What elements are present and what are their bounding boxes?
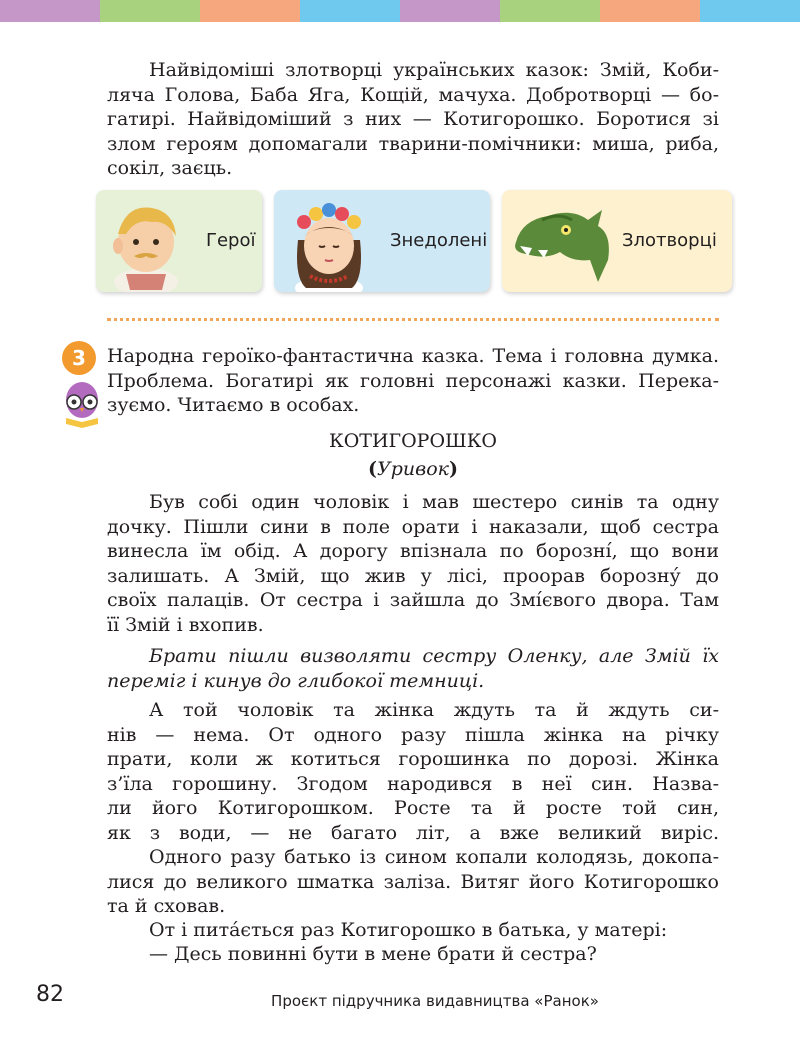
stripe-segment <box>200 0 300 22</box>
task-number-badge: 3 <box>62 341 96 375</box>
text-line: з’їла горошину. Згодом народився в неї син. Назва- <box>107 772 719 795</box>
text-line: дочку. Пішли сини в поле орати і наказали, щоб сестра <box>107 515 719 538</box>
text-line: винесла їм обід. А дорогу впізнала по борозні́, що вони <box>107 540 719 562</box>
stripe-segment <box>100 0 200 22</box>
text-line: Найвідоміші злотворці українських казок: Змій, Коби- <box>149 59 719 81</box>
story-paragraph-2 <box>107 644 719 693</box>
story-paragraph-3 <box>107 698 719 845</box>
text-line: сокіл, заєць. <box>107 157 233 179</box>
page-number: 82 <box>36 982 64 1007</box>
intro-paragraph <box>107 58 719 181</box>
text-line: зуємо. Читаємо в особах. <box>107 394 360 416</box>
stripe-segment <box>500 0 600 22</box>
card-unfortunate <box>274 190 490 292</box>
footer-note: Проєкт підручника видавництва «Ранок» <box>271 992 599 1010</box>
card-villains <box>502 190 732 292</box>
card-heroes <box>96 190 262 292</box>
text-line: От і пита́ється раз Котигорошко в батька, у матері: <box>149 919 668 941</box>
text-line: Проблема. Богатирі як головні персонажі казки. Перека- <box>107 369 719 392</box>
story-paragraph-6 <box>107 942 719 967</box>
text-line: Брати пішли визволяти сестру Оленку, але Змій їх <box>149 645 719 667</box>
character-cards <box>96 190 736 294</box>
text-line: лися до великого шматка заліза. Витяг його Котигорошко <box>107 870 719 893</box>
text-line: та й сховав. <box>107 895 226 917</box>
story-paragraph-4 <box>107 845 719 919</box>
text-line: як з води, — не багато літ, а вже великий виріс. <box>107 821 719 844</box>
text-line: гатирі. Найвідоміший з них — Котигорошко. Боротися зі <box>107 108 719 130</box>
subtitle-word: Уривок <box>377 458 449 480</box>
story-paragraph-1 <box>107 490 719 637</box>
text-line: її Змій і вхопив. <box>107 613 264 636</box>
story-title: КОТИГОРОШКО <box>328 430 497 452</box>
story-paragraph-5 <box>107 918 719 943</box>
subtitle-open: ( <box>368 458 377 480</box>
text-line: Одного разу батько із сином копали колодязь, докопа- <box>149 846 719 868</box>
text-line: переміг і кинув до глибокої темниці. <box>107 669 485 692</box>
girl-wreath-icon <box>274 190 384 292</box>
text-line: Народна героїко-фантастична казка. Тема і головна думка. <box>107 345 719 367</box>
top-color-stripe <box>0 0 800 22</box>
text-line: прати, коли ж котиться горошинка по дорозі. Жінка <box>107 748 719 770</box>
dotted-divider <box>107 318 719 321</box>
text-line: залишать. А Змій, що жив у лісі, проорав борозну́ до <box>107 564 719 587</box>
text-line: нів — нема. От одного разу пішла жінка на річку <box>107 723 719 746</box>
card-label: Знедолені <box>390 230 488 251</box>
stripe-segment <box>300 0 400 22</box>
card-label: Злотворці <box>622 230 717 251</box>
text-line: своїх палаців. От сестра і зайшла до Змі́євого двора. Там <box>107 589 719 611</box>
card-label: Герої <box>206 230 256 251</box>
text-line: А той чоловік та жінка ждуть та й ждуть си- <box>149 699 719 721</box>
text-line: ляча Голова, Баба Яга, Кощій, мачуха. Добротворці — бо- <box>107 83 719 106</box>
text-line: Був собі один чоловік і мав шестеро синів та одну <box>149 491 719 513</box>
task-paragraph <box>107 344 719 418</box>
owl-reading-icon <box>62 378 102 428</box>
stripe-segment <box>400 0 500 22</box>
text-line: злом героям допомагали тварини-помічники: миша, риба, <box>107 132 719 155</box>
boy-hero-icon <box>96 190 196 292</box>
dragon-icon <box>502 190 620 292</box>
text-line: — Десь повинні бути в мене брати й сестра? <box>149 943 597 965</box>
story-subtitle <box>107 458 719 480</box>
subtitle-close: ) <box>448 458 458 480</box>
stripe-segment <box>0 0 100 22</box>
text-line: ли його Котигорошком. Росте та й росте той син, <box>107 797 719 819</box>
stripe-segment <box>600 0 700 22</box>
stripe-segment <box>700 0 800 22</box>
